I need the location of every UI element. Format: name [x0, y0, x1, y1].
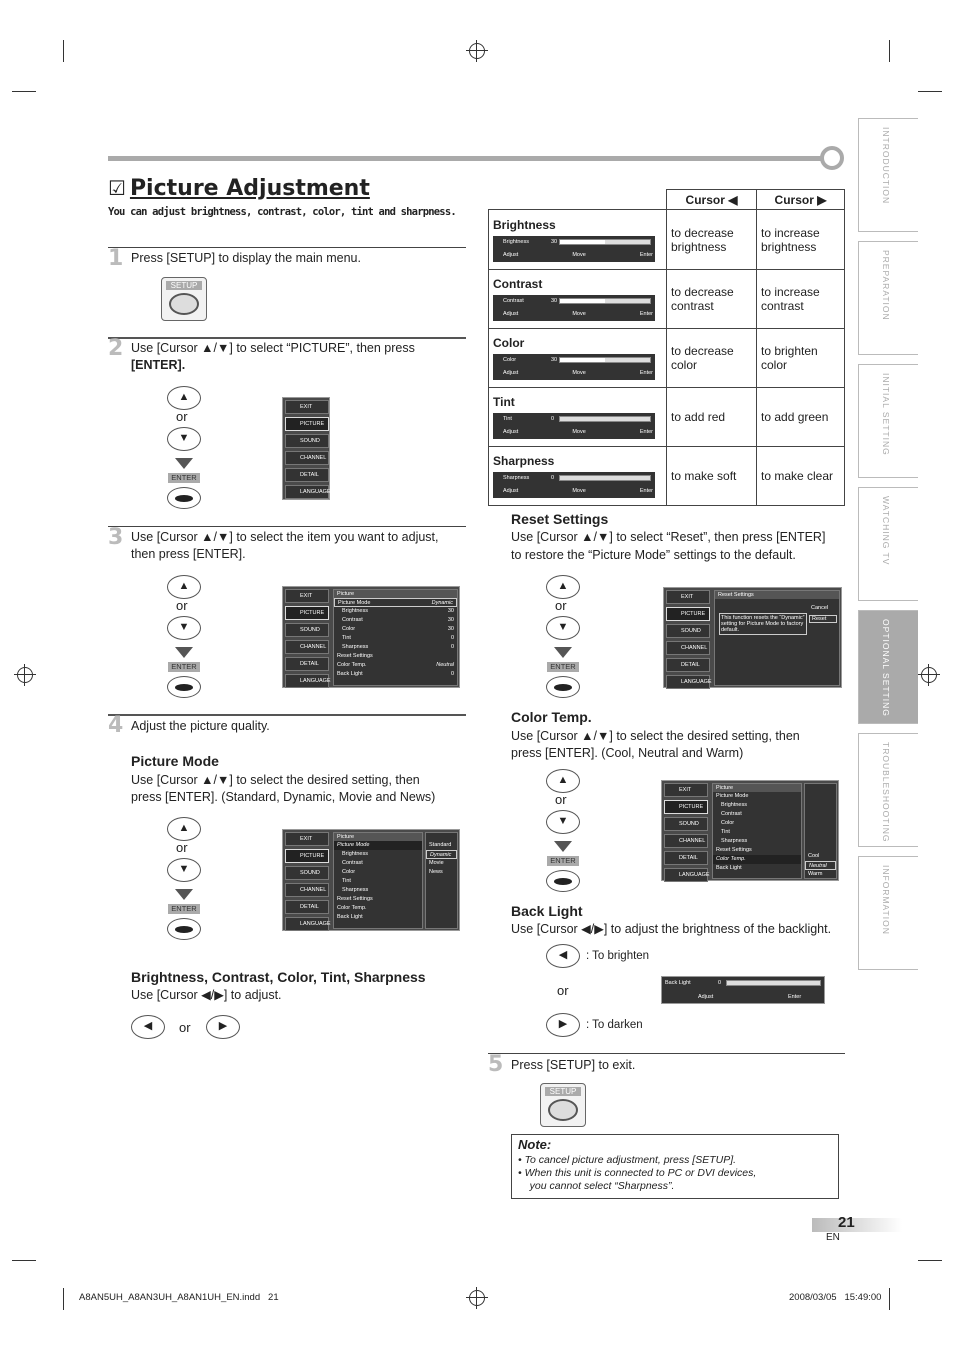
- bccts-text: Use [Cursor ◀/▶] to adjust.: [131, 988, 282, 1002]
- arrow-down-icon: [175, 889, 193, 900]
- step-number: 2: [108, 336, 124, 361]
- enter-label: ENTER: [168, 473, 200, 483]
- sharpness-osd: Sharpness 0 Adjust Move Enter: [493, 472, 655, 498]
- note-item: you cannot select “Sharpness”.: [518, 1180, 675, 1192]
- crop-mark: [12, 91, 36, 92]
- cursor-up-button[interactable]: ▲: [546, 575, 580, 599]
- footer-file: A8AN5UH_A8AN3UH_A8AN1UH_EN.indd 21: [79, 1292, 279, 1303]
- or-label: or: [176, 409, 188, 424]
- cell-left: to add red: [667, 388, 757, 447]
- cursor-down-button[interactable]: ▼: [546, 616, 580, 640]
- step-number: 5: [488, 1052, 504, 1077]
- step-number: 4: [108, 713, 124, 738]
- row-label: Contrast: [493, 277, 543, 291]
- crop-mark: [12, 1260, 36, 1261]
- backlight-heading: Back Light: [511, 903, 583, 919]
- or-label: or: [555, 792, 567, 807]
- enter-button[interactable]: [546, 676, 580, 698]
- divider: [108, 526, 466, 527]
- cell-right: to increase contrast: [757, 270, 845, 329]
- step3-text: Use [Cursor ▲/▼] to select the item you want to adjust,: [131, 530, 439, 544]
- arrow-down-icon: [175, 647, 193, 658]
- menu-item-picture: PICTURE: [285, 417, 329, 431]
- header-circle: [820, 146, 844, 170]
- or-label: or: [557, 983, 569, 998]
- cursor-down-button[interactable]: ▼: [167, 858, 201, 882]
- or-label: or: [555, 598, 567, 613]
- step-number: 1: [108, 246, 124, 271]
- enter-button[interactable]: [167, 487, 201, 509]
- cell-left: to decrease brightness: [667, 210, 757, 270]
- note-item: • To cancel picture adjustment, press [SETUP].: [518, 1154, 737, 1166]
- reset-text: Use [Cursor ▲/▼] to select “Reset”, then press [ENTER]: [511, 530, 826, 544]
- page-title: ☑ Picture Adjustment: [108, 176, 370, 201]
- row-label: Brightness: [493, 217, 556, 232]
- divider: [488, 1053, 845, 1054]
- menu-item-channel: CHANNEL: [285, 451, 329, 465]
- cell-left: to make soft: [667, 447, 757, 506]
- row-label: Sharpness: [493, 454, 555, 468]
- note-box: Note: • To cancel picture adjustment, press [SETUP]. • When this unit is connected to PC or DVI devices, you cannot select “Sharpness”.: [511, 1134, 839, 1199]
- tab-optional-setting: OPTIONAL SETTING: [858, 610, 918, 724]
- reset-heading: Reset Settings: [511, 511, 609, 527]
- page-number-bar: [812, 1218, 902, 1232]
- backlight-text: Use [Cursor ◀/▶] to adjust the brightness of the backlight.: [511, 922, 832, 936]
- or-label: or: [176, 598, 188, 613]
- bccts-heading: Brightness, Contrast, Color, Tint, Sharpness: [131, 969, 426, 985]
- step1-text: Press [SETUP] to display the main menu.: [131, 251, 361, 265]
- page-lang: EN: [826, 1232, 840, 1243]
- colortemp-osd: EXIT PICTURE SOUND CHANNEL DETAIL LANGUAGE Picture Picture Mode Brightness Contrast Color Tint Sharpness Reset Settings Color Temp. Back Light Cool Neutral Warm: [661, 780, 839, 881]
- picture-mode-text: press [ENTER]. (Standard, Dynamic, Movie and News): [131, 790, 436, 804]
- colortemp-text: Use [Cursor ▲/▼] to select the desired setting, then: [511, 729, 800, 743]
- darken-label: : To darken: [586, 1019, 643, 1031]
- colortemp-heading: Color Temp.: [511, 709, 592, 725]
- enter-label: ENTER: [547, 662, 579, 672]
- footer-date: 2008/03/05 15:49:00: [789, 1292, 882, 1303]
- cell-left: to decrease color: [667, 329, 757, 388]
- registration-mark-icon: [17, 667, 33, 683]
- cursor-up-button[interactable]: ▲: [167, 575, 201, 599]
- main-menu-osd: [282, 397, 330, 500]
- cursor-right-button[interactable]: ▶: [546, 1013, 580, 1037]
- note-item: • When this unit is connected to PC or DVI devices,: [518, 1167, 757, 1179]
- step4-text: Adjust the picture quality.: [131, 719, 270, 733]
- row-label: Color: [493, 336, 525, 350]
- enter-label: ENTER: [547, 856, 579, 866]
- step2-text: [ENTER].: [131, 358, 186, 372]
- cursor-right-button[interactable]: ▶: [206, 1015, 240, 1039]
- setup-button[interactable]: SETUP: [161, 277, 207, 321]
- enter-label: ENTER: [168, 904, 200, 914]
- cursor-left-button[interactable]: ◀: [546, 944, 580, 968]
- adjust-table: [488, 189, 845, 506]
- step-number: 3: [108, 525, 124, 550]
- cell-left: to decrease contrast: [667, 270, 757, 329]
- reset-osd: EXIT PICTURE SOUND CHANNEL DETAIL LANGUAGE Reset Settings This function resets the “Dynamic” setting for Picture Mode to factory default. Cancel Reset: [663, 587, 842, 688]
- divider: [108, 714, 466, 716]
- picture-mode-osd: EXIT PICTURE SOUND CHANNEL DETAIL LANGUAGE Picture Picture Mode Brightness Contrast Color Tint Sharpness Reset Settings Color Temp. Back Light Standard Dynamic Movie News: [282, 829, 460, 931]
- tab-initial-setting: INITIAL SETTING: [858, 364, 918, 478]
- cell-right: to add green: [757, 388, 845, 447]
- tab-preparation: PREPARATION: [858, 241, 918, 355]
- cursor-down-button[interactable]: ▼: [167, 427, 201, 451]
- or-label: or: [179, 1020, 191, 1035]
- col-header-cursor-left: Cursor ◀: [667, 190, 757, 210]
- registration-mark-icon: [469, 1290, 485, 1306]
- col-header-cursor-right: Cursor ▶: [757, 190, 845, 210]
- row-label: Tint: [493, 395, 515, 409]
- cursor-down-button[interactable]: ▼: [546, 810, 580, 834]
- arrow-down-icon: [175, 458, 193, 469]
- registration-mark-icon: [921, 667, 937, 683]
- brighten-label: : To brighten: [586, 950, 650, 962]
- menu-item-sound: SOUND: [285, 434, 329, 448]
- cursor-up-button[interactable]: ▲: [546, 769, 580, 793]
- arrow-down-icon: [554, 647, 572, 658]
- cell-right: to increase brightness: [757, 210, 845, 270]
- tint-osd: Tint 0 Adjust Move Enter: [493, 413, 655, 439]
- arrow-down-icon: [554, 841, 572, 852]
- cell-right: to make clear: [757, 447, 845, 506]
- tab-introduction: INTRODUCTION: [858, 118, 918, 232]
- cursor-up-button[interactable]: ▲: [167, 386, 201, 410]
- enter-button[interactable]: [546, 870, 580, 892]
- enter-button[interactable]: [167, 676, 201, 698]
- or-label: or: [176, 840, 188, 855]
- header-bar: [108, 156, 826, 161]
- picture-mode-text: Use [Cursor ▲/▼] to select the desired setting, then: [131, 773, 420, 787]
- crop-mark: [918, 91, 942, 92]
- menu-item-exit: EXIT: [285, 400, 329, 414]
- divider: [108, 247, 466, 248]
- tab-troubleshooting: TROUBLESHOOTING: [858, 733, 918, 847]
- picture-mode-heading: Picture Mode: [131, 753, 219, 769]
- crop-mark: [889, 1288, 890, 1310]
- cell-right: to brighten color: [757, 329, 845, 388]
- crop-mark: [63, 1288, 64, 1310]
- menu-item-detail: DETAIL: [285, 468, 329, 482]
- step2-text: Use [Cursor ▲/▼] to select “PICTURE”, then press: [131, 341, 415, 355]
- checkbox-icon: ☑: [108, 176, 126, 200]
- step5-text: Press [SETUP] to exit.: [511, 1058, 636, 1072]
- backlight-osd: Back Light 0 Adjust Enter: [661, 976, 825, 1004]
- page-subtitle: You can adjust brightness, contrast, color, tint and sharpness.: [108, 206, 456, 218]
- brightness-osd: Brightness 30 Adjust Move Enter: [493, 236, 655, 262]
- tab-watching-tv: WATCHING TV: [858, 487, 918, 601]
- cursor-left-button[interactable]: ◀: [131, 1015, 165, 1039]
- step3-text: then press [ENTER].: [131, 547, 246, 561]
- setup-button[interactable]: SETUP: [540, 1083, 586, 1127]
- enter-label: ENTER: [168, 662, 200, 672]
- crop-mark: [918, 1260, 942, 1261]
- crop-mark: [63, 40, 64, 62]
- tab-information: INFORMATION: [858, 856, 918, 970]
- contrast-osd: Contrast 30 Adjust Move Enter: [493, 295, 655, 321]
- cursor-down-button[interactable]: ▼: [167, 616, 201, 640]
- page-number: 21: [838, 1214, 855, 1231]
- reset-text: to restore the “Picture Mode” settings to the default.: [511, 548, 796, 562]
- cursor-up-button[interactable]: ▲: [167, 817, 201, 841]
- divider: [108, 337, 466, 339]
- colortemp-text: press [ENTER]. (Cool, Neutral and Warm): [511, 746, 744, 760]
- color-osd: Color 30 Adjust Move Enter: [493, 354, 655, 380]
- enter-button[interactable]: [167, 918, 201, 940]
- picture-menu-osd: EXIT PICTURE SOUND CHANNEL DETAIL LANGUAGE Picture Picture Mode Dynamic Brightness 30 Contrast 30 Color 30 Tint 0 Sharpness 0 Reset Settings Color Temp. Neutral Back Light 0: [282, 586, 460, 688]
- registration-mark-icon: [469, 43, 485, 59]
- menu-item-language: LANGUAGE: [285, 485, 329, 499]
- crop-mark: [889, 40, 890, 62]
